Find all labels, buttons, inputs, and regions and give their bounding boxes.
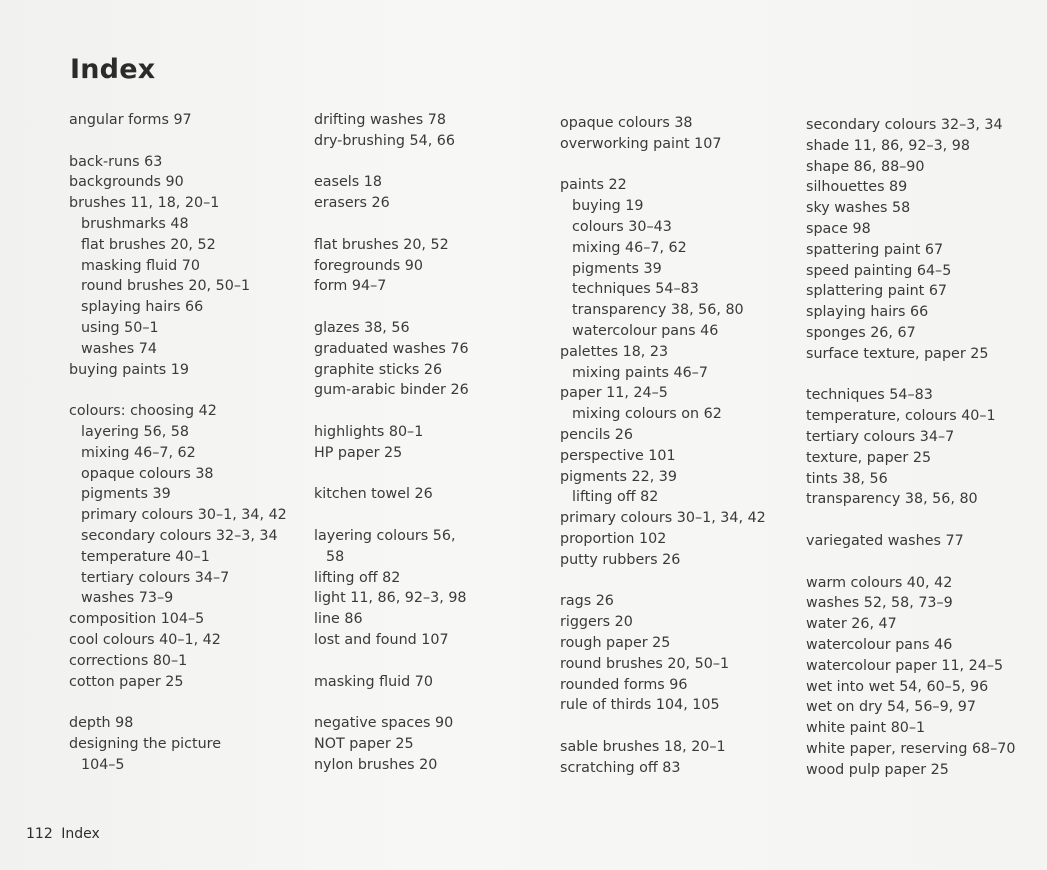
- index-subentry: mixing 46–7, 62: [572, 239, 687, 256]
- index-entry: back-runs 63: [69, 153, 163, 170]
- index-entry: overworking paint 107: [560, 135, 722, 152]
- index-entry: rounded forms 96: [560, 676, 688, 693]
- index-subentry: primary colours 30–1, 34, 42: [81, 507, 287, 524]
- index-entry: washes 52, 58, 73–9: [806, 595, 953, 612]
- index-entry: highlights 80–1: [314, 423, 424, 440]
- index-entry: shape 86, 88–90: [806, 158, 925, 175]
- index-subentry: colours 30–43: [572, 218, 672, 235]
- index-entry: depth 98: [69, 715, 134, 732]
- index-entry: temperature, colours 40–1: [806, 408, 996, 425]
- index-subentry: flat brushes 20, 52: [81, 236, 216, 253]
- index-entry: transparency 38, 56, 80: [806, 491, 978, 508]
- index-subentry: tertiary colours 34–7: [81, 569, 230, 586]
- index-entry: wood pulp paper 25: [806, 761, 949, 778]
- index-entry: variegated washes 77: [806, 532, 964, 549]
- index-entry: rough paper 25: [560, 634, 671, 651]
- index-column-1: [69, 110, 304, 776]
- index-entry: nylon brushes 20: [314, 756, 438, 773]
- index-entry: gum-arabic binder 26: [314, 382, 469, 399]
- index-subentry: masking fluid 70: [81, 257, 200, 274]
- index-subentry: watercolour pans 46: [572, 322, 719, 339]
- page-footer: [26, 826, 100, 842]
- index-subentry: brushmarks 48: [81, 215, 189, 232]
- index-subentry: temperature 40–1: [81, 548, 210, 565]
- index-entry: white paper, reserving 68–70: [806, 740, 1016, 757]
- index-entry: HP paper 25: [314, 444, 403, 461]
- index-entry: scratching off 83: [560, 759, 681, 776]
- index-subentry: buying 19: [572, 198, 644, 215]
- index-entry: easels 18: [314, 174, 382, 191]
- index-entry: warm colours 40, 42: [806, 574, 953, 591]
- index-entry: riggers 20: [560, 614, 633, 631]
- index-subentry: splaying hairs 66: [81, 299, 204, 316]
- index-subentry: mixing colours on 62: [572, 406, 722, 423]
- index-entry: tertiary colours 34–7: [806, 428, 955, 445]
- index-entry: brushes 11, 18, 20–1: [69, 195, 220, 212]
- index-entry: NOT paper 25: [314, 735, 414, 752]
- index-entry: cool colours 40–1, 42: [69, 631, 221, 648]
- index-entry: paper 11, 24–5: [560, 385, 668, 402]
- index-entry: paints 22: [560, 177, 627, 194]
- index-entry: perspective 101: [560, 447, 676, 464]
- index-entry: cotton paper 25: [69, 673, 184, 690]
- index-entry: colours: choosing 42: [69, 403, 217, 420]
- index-entry: lifting off 82: [314, 569, 401, 586]
- index-column-4: [806, 115, 1041, 781]
- index-entry: foregrounds 90: [314, 257, 423, 274]
- index-entry: surface texture, paper 25: [806, 345, 989, 362]
- footer-label: Index: [61, 826, 100, 842]
- index-entry: spattering paint 67: [806, 241, 944, 258]
- index-entry: rags 26: [560, 593, 614, 610]
- index-entry: sponges 26, 67: [806, 324, 916, 341]
- index-entry: opaque colours 38: [560, 115, 693, 131]
- index-entry: graphite sticks 26: [314, 361, 443, 378]
- index-entry: secondary colours 32–3, 34: [806, 117, 1003, 133]
- index-entry: form 94–7: [314, 278, 387, 295]
- index-entry: backgrounds 90: [69, 174, 184, 191]
- index-entry: negative spaces 90: [314, 715, 454, 732]
- index-subentry: pigments 39: [81, 486, 171, 503]
- index-subentry: opaque colours 38: [81, 465, 214, 482]
- index-entry: dry-brushing 54, 66: [314, 132, 455, 149]
- index-entry: splattering paint 67: [806, 283, 948, 300]
- index-subentry: round brushes 20, 50–1: [81, 278, 251, 295]
- index-entry: line 86: [314, 611, 363, 628]
- index-entry: corrections 80–1: [69, 652, 188, 669]
- index-subentry: washes 73–9: [81, 590, 174, 607]
- index-subentry: washes 74: [81, 340, 157, 357]
- index-entry: tints 38, 56: [806, 470, 888, 487]
- index-entry: masking fluid 70: [314, 673, 433, 690]
- index-entry: speed painting 64–5: [806, 262, 952, 279]
- index-entry: rule of thirds 104, 105: [560, 697, 720, 714]
- index-subentry: using 50–1: [81, 319, 159, 336]
- index-entry: space 98: [806, 220, 871, 237]
- index-entry: putty rubbers 26: [560, 551, 681, 568]
- index-entry: wet on dry 54, 56–9, 97: [806, 699, 976, 716]
- index-entry: shade 11, 86, 92–3, 98: [806, 137, 970, 154]
- index-entry: wet into wet 54, 60–5, 96: [806, 678, 989, 695]
- index-entry: drifting washes 78: [314, 112, 446, 128]
- index-entry: splaying hairs 66: [806, 304, 929, 321]
- index-entry: techniques 54–83: [806, 387, 933, 404]
- index-entry: layering colours 56,: [314, 527, 456, 544]
- index-entry: proportion 102: [560, 530, 667, 547]
- index-subentry: mixing 46–7, 62: [81, 444, 196, 461]
- index-entry: texture, paper 25: [806, 449, 932, 466]
- index-entry: angular forms 97: [69, 112, 192, 128]
- index-subentry: techniques 54–83: [572, 281, 699, 298]
- index-subentry: 104–5: [81, 756, 125, 773]
- page-number: 112: [26, 826, 53, 842]
- index-entry: water 26, 47: [806, 616, 897, 633]
- index-column-3: [560, 113, 795, 779]
- index-subentry: secondary colours 32–3, 34: [81, 527, 278, 544]
- index-entry: watercolour pans 46: [806, 636, 953, 653]
- index-subentry: pigments 39: [572, 260, 662, 277]
- index-entry: primary colours 30–1, 34, 42: [560, 510, 766, 527]
- index-entry: light 11, 86, 92–3, 98: [314, 590, 467, 607]
- index-subentry: mixing paints 46–7: [572, 364, 708, 381]
- index-entry: sky washes 58: [806, 200, 911, 217]
- index-subentry: layering 56, 58: [81, 423, 189, 440]
- index-entry: buying paints 19: [69, 361, 189, 378]
- index-entry: designing the picture: [69, 735, 222, 752]
- index-entry: silhouettes 89: [806, 179, 908, 196]
- index-entry: white paint 80–1: [806, 720, 926, 737]
- index-subentry: lifting off 82: [572, 489, 659, 506]
- index-entry: graduated washes 76: [314, 340, 469, 357]
- index-subentry: transparency 38, 56, 80: [572, 302, 744, 319]
- index-entry: round brushes 20, 50–1: [560, 655, 730, 672]
- index-entry: sable brushes 18, 20–1: [560, 738, 726, 755]
- index-entry: lost and found 107: [314, 631, 449, 648]
- index-entry: palettes 18, 23: [560, 343, 669, 360]
- index-entry: pigments 22, 39: [560, 468, 677, 485]
- page-title: Index: [70, 54, 156, 85]
- index-column-2: [314, 110, 549, 776]
- index-entry: pencils 26: [560, 426, 633, 443]
- index-entry: composition 104–5: [69, 611, 205, 628]
- index-entry: watercolour paper 11, 24–5: [806, 657, 1004, 674]
- index-entry: kitchen towel 26: [314, 486, 433, 503]
- index-entry: glazes 38, 56: [314, 319, 410, 336]
- index-subentry: 58: [326, 548, 345, 565]
- index-entry: erasers 26: [314, 195, 390, 212]
- index-entry: flat brushes 20, 52: [314, 236, 449, 253]
